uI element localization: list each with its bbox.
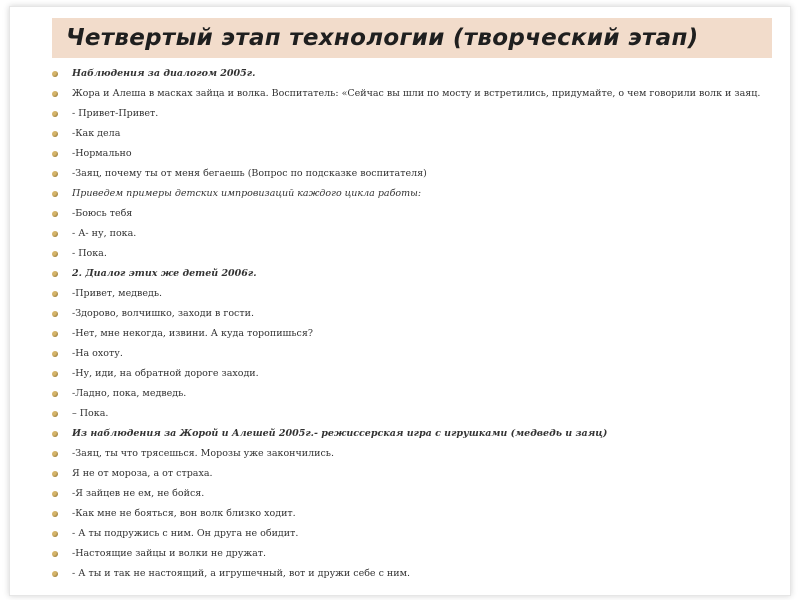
list-item [50,264,770,284]
list-item-text: -Нормально [72,148,132,159]
list-item [50,224,770,244]
bullet-icon [52,511,58,517]
list-item-text: - Привет-Привет. [72,108,159,119]
bullet-icon [52,151,58,157]
list-item [50,284,770,304]
list-item [50,444,770,464]
list-item-text: - А- ну, пока. [72,228,137,239]
list-item [50,244,770,264]
list-item [50,464,770,484]
list-item [50,544,770,564]
bullet-icon [52,191,58,197]
list-item [50,344,770,364]
list-item-text: - Пока. [72,248,107,259]
list-item-text: -Нет, мне некогда, извини. А куда торопишься? [72,328,313,339]
list-item [50,124,770,144]
bullet-icon [52,451,58,457]
list-item-text: -Я зайцев не ем, не бойся. [72,488,205,499]
list-item-text: -Заяц, почему ты от меня бегаешь (Вопрос по подсказке воспитателя) [72,168,427,179]
bullet-icon [52,531,58,537]
bullet-icon [52,231,58,237]
bullet-icon [52,291,58,297]
bullet-icon [52,551,58,557]
list-item-text: -Боюсь тебя [72,208,133,219]
bullet-icon [52,211,58,217]
list-item [50,484,770,504]
slide-title: Четвертый этап технологии (творческий этап) [66,25,699,51]
list-item [50,564,770,584]
list-item-text: Жора и Алеша в масках зайца и волка. Воспитатель: «Сейчас вы шли по мосту и встретились, придумайте, о чем говорили волк и заяц. [72,88,761,99]
bullet-icon [52,91,58,97]
list-item-text: – Пока. [72,408,109,419]
list-item-text: -Заяц, ты что трясешься. Морозы уже закончились. [72,448,334,459]
bullet-icon [52,391,58,397]
list-item [50,64,770,84]
list-item-text: -Настоящие зайцы и волки не дружат. [72,548,267,559]
bullet-icon [52,471,58,477]
list-item-text: Я не от мороза, а от страха. [72,468,213,479]
list-item-text: -Ладно, пока, медведь. [72,388,187,399]
bullet-icon [52,311,58,317]
list-item [50,504,770,524]
list-item-text: -Как дела [72,128,121,139]
bullet-icon [52,411,58,417]
slide [9,6,791,596]
bullet-icon [52,71,58,77]
bullet-icon [52,271,58,277]
list-item [50,164,770,184]
list-item-text: -Здорово, волчишко, заходи в гости. [72,308,254,319]
content-list [50,64,770,584]
list-item-text: Приведем примеры детских импровизаций каждого цикла работы: [72,188,422,199]
list-item-text: -На охоту. [72,348,123,359]
bullet-icon [52,251,58,257]
list-item [50,304,770,324]
title-bar [52,18,772,58]
list-item-text: - А ты подружись с ним. Он друга не обидит. [72,528,299,539]
list-item [50,324,770,344]
bullet-icon [52,171,58,177]
bullet-icon [52,431,58,437]
list-item [50,104,770,124]
list-item-text: Наблюдения за диалогом 2005г. [72,68,256,79]
bullet-icon [52,371,58,377]
list-item-text: - А ты и так не настоящий, а игрушечный, вот и дружи себе с ним. [72,568,410,579]
list-item [50,204,770,224]
list-item-text: -Ну, иди, на обратной дороге заходи. [72,368,259,379]
bullet-icon [52,571,58,577]
list-item-text: -Как мне не бояться, вон волк близко ходит. [72,508,296,519]
list-item-text: -Привет, медведь. [72,288,163,299]
list-item [50,404,770,424]
bullet-icon [52,131,58,137]
list-item [50,424,770,444]
list-item [50,84,770,104]
bullet-icon [52,111,58,117]
list-item-text: Из наблюдения за Жорой и Алешей 2005г.- режиссерская игра с игрушками (медведь и заяц) [72,428,608,439]
list-item [50,184,770,204]
list-item [50,364,770,384]
list-item [50,384,770,404]
list-item [50,144,770,164]
bullet-icon [52,491,58,497]
list-item [50,524,770,544]
list-item-text: 2. Диалог этих же детей 2006г. [72,268,257,279]
bullet-icon [52,331,58,337]
bullet-icon [52,351,58,357]
